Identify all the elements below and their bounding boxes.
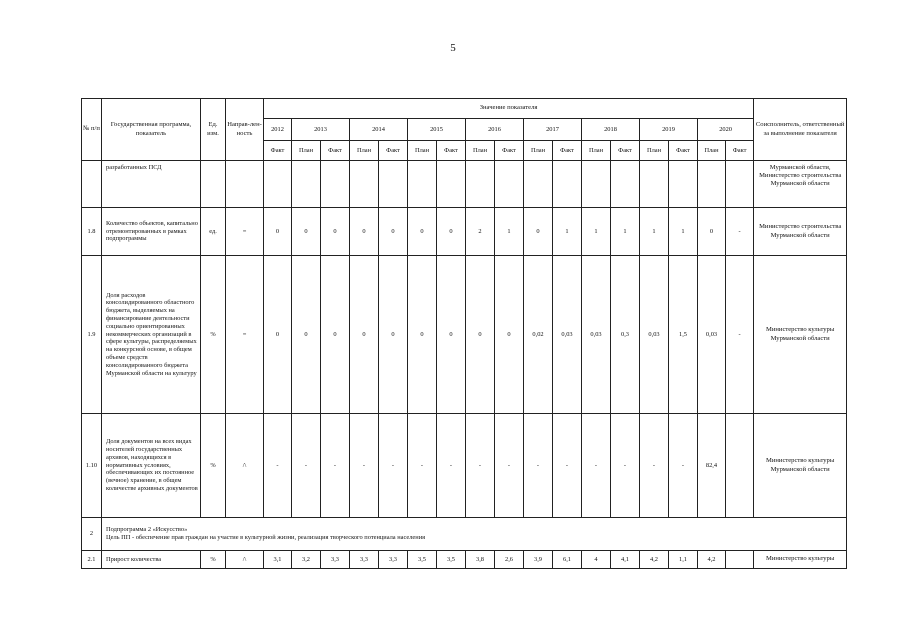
subprogram-description bbox=[102, 518, 847, 551]
cell: - bbox=[321, 414, 350, 518]
cell bbox=[640, 161, 669, 208]
cell: 0,3 bbox=[611, 256, 640, 414]
cell: 3,9 bbox=[524, 551, 553, 569]
cell: 82,4 bbox=[698, 414, 726, 518]
cell bbox=[350, 161, 379, 208]
sub-header: План bbox=[524, 141, 553, 161]
header-direction: Направ-лен-ность bbox=[226, 99, 264, 161]
header-executor: Соисполнитель, ответственный за выполнение показателя bbox=[754, 99, 847, 161]
cell: 4,2 bbox=[640, 551, 669, 569]
year-2020: 2020 bbox=[698, 119, 754, 141]
cell: 0 bbox=[264, 256, 292, 414]
sub-header: Факт bbox=[379, 141, 408, 161]
cell: 0 bbox=[437, 256, 466, 414]
cell: 0 bbox=[379, 256, 408, 414]
cell: 0 bbox=[524, 208, 553, 256]
subprogram-title: Подпрограмма 2 «Искусство» bbox=[106, 526, 188, 534]
cell: 0 bbox=[292, 208, 321, 256]
cell: 1,1 bbox=[669, 551, 698, 569]
table-row bbox=[82, 256, 847, 414]
cell: 4,2 bbox=[698, 551, 726, 569]
row-direction: = bbox=[226, 256, 264, 414]
cell: - bbox=[669, 414, 698, 518]
cell bbox=[669, 161, 698, 208]
cell: 1 bbox=[495, 208, 524, 256]
cell: 1 bbox=[553, 208, 582, 256]
cell: 3,8 bbox=[466, 551, 495, 569]
cell: 3,5 bbox=[408, 551, 437, 569]
year-2019: 2019 bbox=[640, 119, 698, 141]
cell: 0 bbox=[350, 208, 379, 256]
row-name: Прирост количества bbox=[102, 551, 201, 569]
row-executor: Министерство культуры Мурманской области bbox=[754, 414, 847, 518]
cell: 0 bbox=[408, 256, 437, 414]
cell: - bbox=[726, 208, 754, 256]
cell bbox=[582, 161, 611, 208]
header-row-title bbox=[82, 99, 847, 119]
cell: - bbox=[379, 414, 408, 518]
sub-header: Факт bbox=[726, 141, 754, 161]
cell bbox=[437, 161, 466, 208]
table-row bbox=[82, 161, 847, 208]
cell bbox=[292, 161, 321, 208]
row-direction: = bbox=[226, 208, 264, 256]
row-unit: % bbox=[201, 414, 226, 518]
cell: 1 bbox=[611, 208, 640, 256]
sub-header: План bbox=[640, 141, 669, 161]
sub-header: План bbox=[582, 141, 611, 161]
row-executor: Министерство культуры bbox=[754, 551, 847, 569]
subprogram-num: 2 bbox=[82, 518, 102, 551]
row-direction: /\ bbox=[226, 414, 264, 518]
cell: - bbox=[264, 414, 292, 518]
sub-header: Факт bbox=[669, 141, 698, 161]
cell bbox=[726, 551, 754, 569]
cell: 0 bbox=[698, 208, 726, 256]
cell: - bbox=[582, 414, 611, 518]
header-indicator: Государственная программа, показатель bbox=[102, 99, 201, 161]
row-unit: % bbox=[201, 551, 226, 569]
cell: - bbox=[553, 414, 582, 518]
cell: 0 bbox=[408, 208, 437, 256]
cell: - bbox=[611, 414, 640, 518]
sub-header: Факт bbox=[495, 141, 524, 161]
cell bbox=[524, 161, 553, 208]
cell: 0 bbox=[466, 256, 495, 414]
cell: 1,5 bbox=[669, 256, 698, 414]
subprogram-goal: Цель ПП - обеспечение прав граждан на участие в культурной жизни, реализация творческого потенциала населения bbox=[106, 534, 426, 541]
cell bbox=[264, 161, 292, 208]
table-row bbox=[82, 414, 847, 518]
sub-header: План bbox=[466, 141, 495, 161]
cell: 0 bbox=[264, 208, 292, 256]
cell: - bbox=[408, 414, 437, 518]
cell bbox=[379, 161, 408, 208]
row-unit: % bbox=[201, 256, 226, 414]
cell: 0 bbox=[437, 208, 466, 256]
row-executor: Министерство строительства Мурманской области bbox=[754, 208, 847, 256]
row-name: Доля документов на всех видах носителей государственных архивов, находящихся в нормативных условиях, обеспечивающих их постоянное (вечное) хранение, в общем количестве архивных документов bbox=[102, 414, 201, 518]
sub-header: План bbox=[408, 141, 437, 161]
row-name: Количество объектов, капитально отремонтированных в рамках подпрограммы bbox=[102, 208, 201, 256]
cell: 3,3 bbox=[350, 551, 379, 569]
cell: - bbox=[726, 256, 754, 414]
cell: - bbox=[640, 414, 669, 518]
cell: 1 bbox=[669, 208, 698, 256]
sub-header: Факт bbox=[264, 141, 292, 161]
row-direction: /\ bbox=[226, 551, 264, 569]
sub-header: Факт bbox=[321, 141, 350, 161]
cell: 0 bbox=[379, 208, 408, 256]
cell: 3,2 bbox=[292, 551, 321, 569]
year-2013: 2013 bbox=[292, 119, 350, 141]
row-num: 2.1 bbox=[82, 551, 102, 569]
cell: - bbox=[350, 414, 379, 518]
cell: 0,03 bbox=[582, 256, 611, 414]
row-num: 1.10 bbox=[82, 414, 102, 518]
page-number: 5 bbox=[450, 42, 456, 54]
row-direction bbox=[226, 161, 264, 208]
sub-header: Факт bbox=[553, 141, 582, 161]
sub-header: План bbox=[292, 141, 321, 161]
cell: 0,03 bbox=[553, 256, 582, 414]
year-2017: 2017 bbox=[524, 119, 582, 141]
cell: - bbox=[495, 414, 524, 518]
cell: 6,1 bbox=[553, 551, 582, 569]
row-name: разработанных ПСД bbox=[102, 161, 201, 208]
cell: - bbox=[524, 414, 553, 518]
cell: 0 bbox=[292, 256, 321, 414]
sub-header: Факт bbox=[611, 141, 640, 161]
cell: 1 bbox=[640, 208, 669, 256]
cell bbox=[408, 161, 437, 208]
cell: 1 bbox=[582, 208, 611, 256]
indicators-table bbox=[81, 98, 847, 569]
table-row bbox=[82, 551, 847, 569]
cell: 3,3 bbox=[321, 551, 350, 569]
row-num: 1.8 bbox=[82, 208, 102, 256]
cell: 3,1 bbox=[264, 551, 292, 569]
row-num: 1.9 bbox=[82, 256, 102, 414]
cell bbox=[321, 161, 350, 208]
cell: 3,5 bbox=[437, 551, 466, 569]
year-2015: 2015 bbox=[408, 119, 466, 141]
cell: 2,6 bbox=[495, 551, 524, 569]
cell bbox=[698, 161, 726, 208]
sub-header: Факт bbox=[437, 141, 466, 161]
header-num: № п/п bbox=[82, 99, 102, 161]
cell: 4,1 bbox=[611, 551, 640, 569]
cell: 0 bbox=[321, 208, 350, 256]
cell bbox=[466, 161, 495, 208]
header-values-title: Значение показателя bbox=[264, 99, 754, 119]
cell bbox=[553, 161, 582, 208]
cell: 0,03 bbox=[640, 256, 669, 414]
sub-header: План bbox=[698, 141, 726, 161]
row-unit bbox=[201, 161, 226, 208]
cell: 2 bbox=[466, 208, 495, 256]
cell bbox=[726, 161, 754, 208]
cell: 3,3 bbox=[379, 551, 408, 569]
cell: 4 bbox=[582, 551, 611, 569]
row-unit: ед. bbox=[201, 208, 226, 256]
row-name: Доля расходов консолидированного областного бюджета, выделяемых на финансирование деятельности социально ориентированных некоммерческих организаций в сфере культуры, распределяемых на конкурсной основе, в общем объеме средств консолидированного бюджета Мурманской области на культуру bbox=[102, 256, 201, 414]
header-unit: Ед. изм. bbox=[201, 99, 226, 161]
cell: - bbox=[292, 414, 321, 518]
cell: - bbox=[437, 414, 466, 518]
row-executor: Мурманской области, Министерство строительства Мурманской области bbox=[754, 161, 847, 208]
row-executor: Министерство культуры Мурманской области bbox=[754, 256, 847, 414]
cell: 0,02 bbox=[524, 256, 553, 414]
cell: 0 bbox=[321, 256, 350, 414]
cell bbox=[495, 161, 524, 208]
cell bbox=[726, 414, 754, 518]
year-2016: 2016 bbox=[466, 119, 524, 141]
cell: 0 bbox=[350, 256, 379, 414]
cell: - bbox=[466, 414, 495, 518]
table-row bbox=[82, 208, 847, 256]
cell: 0,03 bbox=[698, 256, 726, 414]
year-2018: 2018 bbox=[582, 119, 640, 141]
subprogram-row bbox=[82, 518, 847, 551]
year-2014: 2014 bbox=[350, 119, 408, 141]
cell bbox=[611, 161, 640, 208]
row-num bbox=[82, 161, 102, 208]
cell: 0 bbox=[495, 256, 524, 414]
sub-header: План bbox=[350, 141, 379, 161]
year-2012: 2012 bbox=[264, 119, 292, 141]
